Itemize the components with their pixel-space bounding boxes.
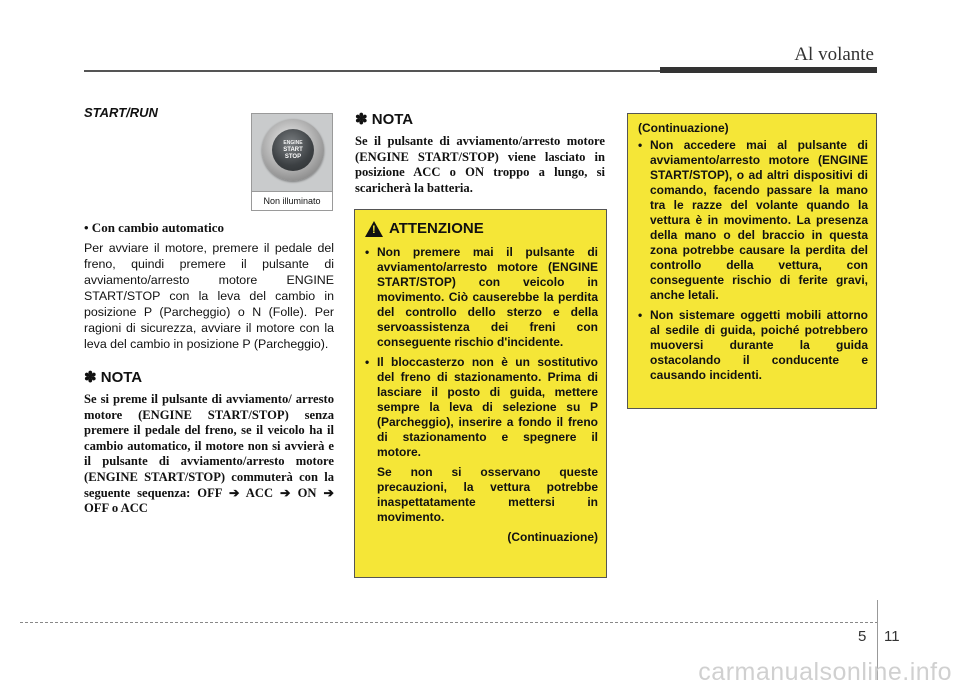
warning-item: [365, 355, 598, 525]
header-rule-thick: [660, 67, 877, 73]
warning-triangle-icon: [365, 221, 383, 237]
nota-label-2: NOTA: [371, 111, 414, 128]
continuation-list: [638, 138, 868, 383]
asterisk-icon: ✽: [84, 369, 97, 386]
nota-text-2: Se il pulsante di avviamento/arresto motore (ENGINE START/STOP) viene lasciato in posizione ACC o ON troppo a lungo, si scaricherà la batteria.: [355, 134, 605, 195]
engine-button-figure: [251, 113, 333, 211]
figure-caption: Non illuminato: [252, 191, 332, 210]
warning-item-text: Il bloccasterzo non è un sostitutivo del freno di stazionamento. Prima di lasciare il posto di guida, mettere sempre la leva di selezione su P (Parcheggio), inserire a fondo il freno di stazionamento e spegnere il motore.: [377, 355, 598, 459]
section-title: START/RUN: [84, 105, 158, 120]
continuation-box: [627, 113, 877, 409]
nota-heading: [84, 368, 334, 386]
nota-text: Se si preme il pulsante di avviamento/ arresto motore (ENGINE START/STOP) senza premere il pedale del freno, se il veicolo ha il cambio automatico, il motore non si avvierà e il pulsante di avviamento/arresto motore (ENGINE START/STOP) commuterà con la seguente sequenza: OFF ➔ ACC ➔ ON ➔ OFF o ACC: [84, 392, 334, 516]
warning-item: • Non premere mai il pulsante di avviamento/arresto motore (ENGINE START/STOP) con veicolo in movimento. Ciò causerebbe la perdita del controllo dello sterzo e della servoassistenza dei freni con conseguente rischio d'incidente.: [365, 245, 598, 350]
continuation-item: • Non accedere mai al pulsante di avviamento/arresto motore (ENGINE START/STOP), o ad altri dispositivi di comando, facendo passare la mano tra le razze del volante quando la vettura è in movimento. La presenza della mano o del braccio in questa zona potrebbe causare la perdita del controllo della vettura, con conseguente rischio di ferite gravi, anche letali.: [638, 138, 868, 303]
header-rule-thin: [84, 70, 660, 72]
warning-item-extra: Se non si osservano queste precauzioni, la vettura potrebbe inaspettatamente mettersi in movimento.: [377, 465, 598, 524]
nota-heading-2: [355, 110, 605, 128]
header-title: Al volante: [794, 44, 874, 65]
warning-list: [365, 245, 598, 525]
continuation-item: • Non sistemare oggetti mobili attorno al sedile di guida, poiché potrebbero muoversi durante la guida ostacolando il conducente e causando incidenti.: [638, 308, 868, 383]
button-line-start: START: [283, 146, 303, 153]
button-line-engine: ENGINE: [283, 139, 303, 146]
warning-header: [365, 220, 598, 237]
nota-label: NOTA: [100, 369, 143, 386]
middle-column: [355, 110, 605, 196]
chapter-number: 5: [858, 628, 867, 645]
continued-label: (Continuazione): [507, 530, 598, 544]
engine-button-ring: [262, 119, 324, 181]
asterisk-icon: ✽: [355, 111, 368, 128]
bullet-heading: • Con cambio automatico: [84, 220, 224, 235]
footer-rule: [20, 622, 878, 623]
engine-start-stop-button-icon: [272, 129, 314, 171]
start-paragraph: Per avviare il motore, premere il pedale del freno, quindi premere il pulsante di avviamento/arresto motore ENGINE START/STOP con la leva del cambio in posizione P (Parcheggio) o N (Folle). Per ragioni di sicurezza, avviare il motore con la leva del cambio in posizione P (Parcheggio).: [84, 241, 334, 351]
button-line-stop: STOP: [284, 153, 302, 160]
continued-label-top: (Continuazione): [638, 121, 729, 135]
page-number: 11: [884, 628, 900, 645]
warning-box: [354, 209, 607, 578]
warning-title: ATTENZIONE: [389, 220, 484, 237]
watermark: carmanualsonline.info: [698, 658, 952, 686]
